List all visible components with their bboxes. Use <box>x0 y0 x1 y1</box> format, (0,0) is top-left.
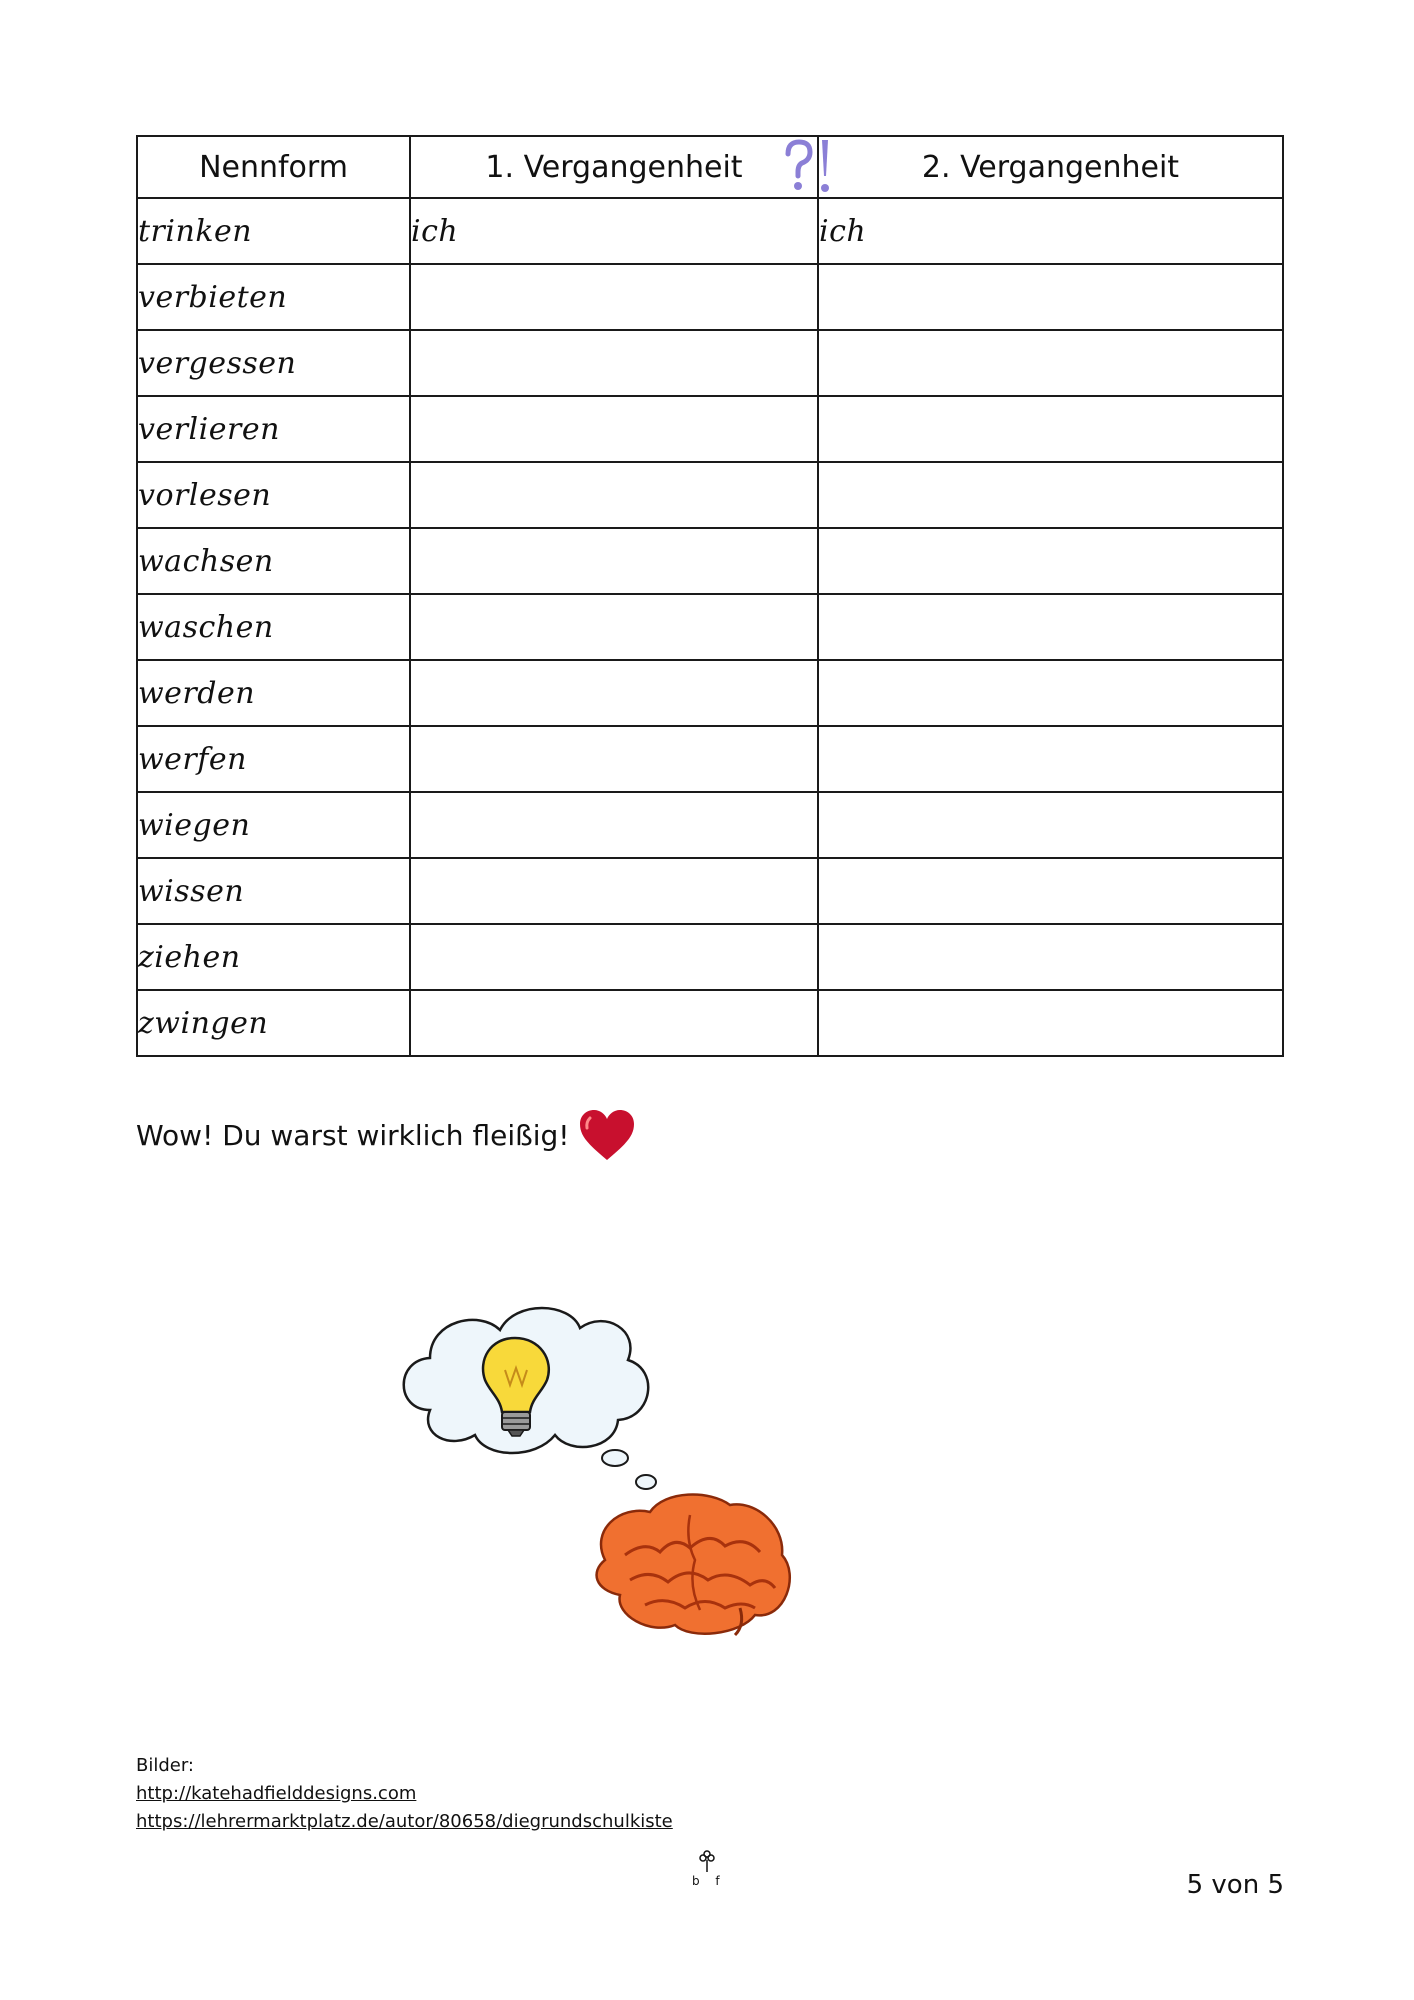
closing-text: Wow! Du warst wirklich fleißig! <box>136 1118 570 1152</box>
table-row <box>137 924 1283 990</box>
verb-cell: wiegen <box>137 792 410 858</box>
past2-cell[interactable]: ich <box>818 198 1283 264</box>
past1-cell[interactable] <box>410 462 818 528</box>
header-past1: 1. Vergangenheit <box>410 136 818 198</box>
verb-table <box>136 135 1284 1057</box>
past1-cell[interactable]: ich <box>410 198 818 264</box>
verb-cell: vorlesen <box>137 462 410 528</box>
table-row <box>137 396 1283 462</box>
question-exclamation-icon <box>782 136 844 198</box>
verb-cell: zwingen <box>137 990 410 1056</box>
verb-cell: trinken <box>137 198 410 264</box>
table-row <box>137 528 1283 594</box>
past2-cell[interactable] <box>818 462 1283 528</box>
past1-cell[interactable] <box>410 924 818 990</box>
closing-message <box>136 1108 636 1162</box>
table-row <box>137 660 1283 726</box>
image-credits <box>136 1752 673 1836</box>
past2-cell[interactable] <box>818 594 1283 660</box>
past1-cell[interactable] <box>410 726 818 792</box>
past2-cell[interactable] <box>818 924 1283 990</box>
past2-cell[interactable] <box>818 528 1283 594</box>
past1-cell[interactable] <box>410 330 818 396</box>
brain-icon <box>597 1495 790 1635</box>
verb-cell: verbieten <box>137 264 410 330</box>
past1-cell[interactable] <box>410 792 818 858</box>
past2-cell[interactable] <box>818 792 1283 858</box>
header-nennform: Nennform <box>137 136 410 198</box>
table-row <box>137 198 1283 264</box>
verb-cell: wachsen <box>137 528 410 594</box>
page-number: 5 von 5 <box>1186 1870 1284 1900</box>
table-header-row <box>137 136 1283 198</box>
past2-cell[interactable] <box>818 660 1283 726</box>
table-row <box>137 462 1283 528</box>
credit-link-2[interactable]: https://lehrermarktplatz.de/autor/80658/diegrundschulkiste <box>136 1811 673 1832</box>
verb-cell: ziehen <box>137 924 410 990</box>
verb-cell: werden <box>137 660 410 726</box>
flower-logo-icon <box>692 1848 722 1872</box>
verb-cell: werfen <box>137 726 410 792</box>
past2-cell[interactable] <box>818 990 1283 1056</box>
header-past2: 2. Vergangenheit <box>818 136 1283 198</box>
past2-cell[interactable] <box>818 858 1283 924</box>
verb-cell: verlieren <box>137 396 410 462</box>
verb-cell: vergessen <box>137 330 410 396</box>
table-row <box>137 594 1283 660</box>
past1-cell[interactable] <box>410 396 818 462</box>
logo-text: b f <box>692 1874 726 1888</box>
past1-cell[interactable] <box>410 594 818 660</box>
table-row <box>137 330 1283 396</box>
past2-cell[interactable] <box>818 330 1283 396</box>
table-row <box>137 858 1283 924</box>
past1-cell[interactable] <box>410 990 818 1056</box>
past1-cell[interactable] <box>410 264 818 330</box>
verb-cell: wissen <box>137 858 410 924</box>
heart-icon <box>578 1108 636 1162</box>
table-row <box>137 792 1283 858</box>
past2-cell[interactable] <box>818 726 1283 792</box>
past1-cell[interactable] <box>410 660 818 726</box>
verb-cell: waschen <box>137 594 410 660</box>
past2-cell[interactable] <box>818 264 1283 330</box>
past1-cell[interactable] <box>410 858 818 924</box>
credits-label: Bilder: <box>136 1755 194 1776</box>
past2-cell[interactable] <box>818 396 1283 462</box>
thinking-brain-illustration <box>390 1290 820 1650</box>
table-row <box>137 264 1283 330</box>
past1-cell[interactable] <box>410 528 818 594</box>
author-logo <box>692 1848 726 1888</box>
table-row <box>137 726 1283 792</box>
credit-link-1[interactable]: http://katehadfielddesigns.com <box>136 1783 417 1804</box>
table-row <box>137 990 1283 1056</box>
